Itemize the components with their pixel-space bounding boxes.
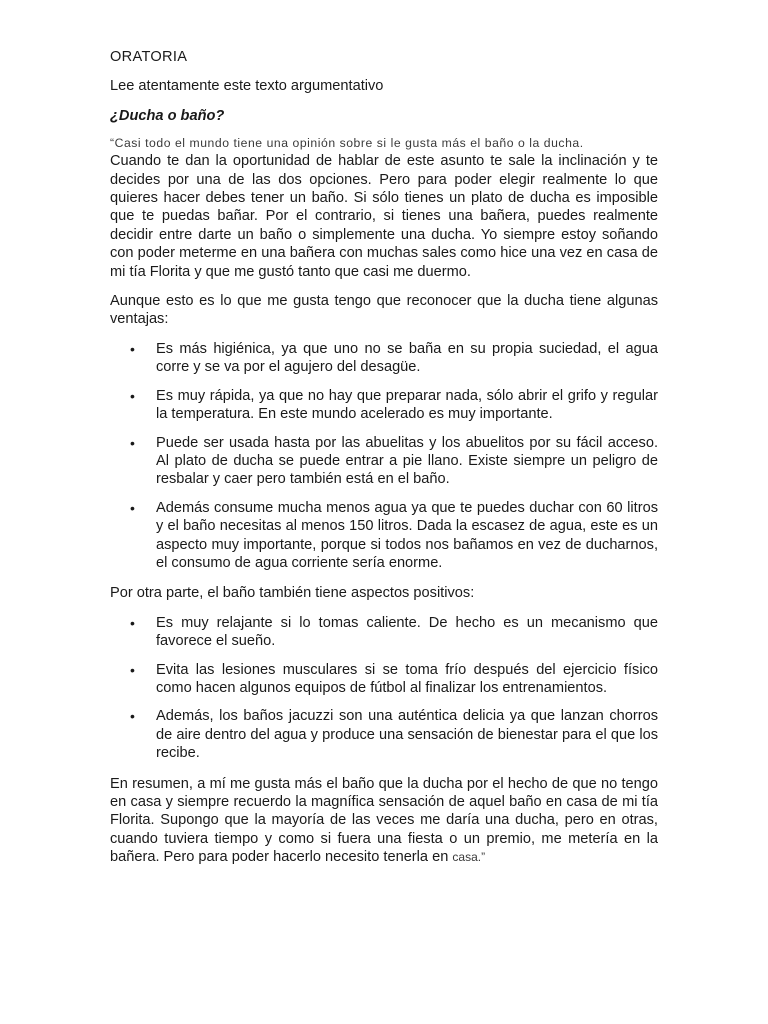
instruction-text: Lee atentamente este texto argumentativo (110, 78, 384, 95)
intro-paragraph (110, 135, 658, 281)
list-item (110, 614, 658, 651)
list-item-text: Evita las lesiones musculares si se toma frío después del ejercicio físico como hacen algunos equipos de fútbol al finalizar los entrenamientos. (156, 661, 658, 696)
conclusion-end: casa.” (452, 850, 486, 865)
list-item-text: Es más higiénica, ya que uno no se baña en su propia suciedad, el agua corre y se va por el agujero del desagüe. (156, 340, 658, 376)
list-item (110, 707, 658, 762)
list-item (110, 661, 658, 698)
bullet-icon: • (130, 708, 135, 725)
bath-intro-paragraph: Por otra parte, el baño también tiene aspectos positivos: (110, 585, 475, 602)
bullet-icon: • (130, 661, 135, 678)
intro-rest: Cuando te dan la oportunidad de hablar de este asunto te sale la inclinación y te decides por una de las dos opciones. Pero para poder elegir realmente lo que quieres hacer debes tener un baño. Si sólo tienes un plato de ducha es imposible que te puedas bañar. Por el contrario, si tienes una bañera, puedes realmente decidir entre darte un baño o simplemente una ducha. Yo siempre estoy soñando con poder meterme en una bañera con muchas sales como hice una vez en casa de mi tía Florita y que me gustó tanto que casi me duermo. (110, 153, 658, 280)
bullet-icon: • (130, 614, 135, 631)
bullet-icon: • (130, 340, 135, 357)
bullet-icon: • (130, 434, 135, 451)
list-item-text: Es muy relajante si lo tomas caliente. De hecho es un mecanismo que favorece el sueño. (156, 614, 658, 650)
list-item-text: Es muy rápida, ya que no hay que preparar nada, sólo abrir el grifo y regular la temperatura. En este mundo acelerado es muy importante. (156, 387, 658, 423)
document-heading: ORATORIA (110, 49, 188, 65)
bath-advantages-list (110, 614, 658, 763)
intro-first-line: “Casi todo el mundo tiene una opinión sobre si le gusta más el baño o la ducha. (110, 136, 584, 151)
bullet-icon: • (130, 387, 135, 404)
shower-intro-paragraph: Aunque esto es lo que me gusta tengo que reconocer que la ducha tiene algunas ventajas: (110, 293, 658, 328)
shower-advantages-list (110, 340, 658, 572)
list-item (110, 499, 658, 573)
conclusion-text: En resumen, a mí me gusta más el baño que la ducha por el hecho de que no tengo en casa y siempre recuerdo la magnífica sensación de aquel baño en casa de mi tía Florita. Supongo que la mayoría de las veces me daría una ducha, pero en otras, cuando tuviera tiempo y como si fuera una fiesta o un premio, me metería en la bañera. Pero para poder hacerlo necesito tenerla en (110, 775, 658, 866)
list-item-text: Puede ser usada hasta por las abuelitas y los abuelitos por su fácil acceso. Al plato de ducha se puede entrar a pie llano. Existe siempre un peligro de resbalar y caer pero también está en el baño. (156, 434, 658, 488)
essay-title: ¿Ducha o baño? (110, 107, 225, 124)
list-item (110, 387, 658, 424)
list-item (110, 340, 658, 377)
list-item-text: Además, los baños jacuzzi son una auténtica delicia ya que lanzan chorros de aire dentro del agua y produce una sensación de bienestar para el que los recibe. (156, 708, 658, 762)
bullet-icon: • (130, 499, 135, 516)
conclusion-paragraph (110, 775, 658, 867)
list-item (110, 434, 658, 489)
list-item-text: Además consume mucha menos agua ya que te puedes duchar con 60 litros y el baño necesitas al menos 150 litros. Dada la escasez de agua, este es un aspecto muy importante, porque si todos nos bañamos en vez de ducharnos, el consumo de agua corriente sería enorme. (156, 499, 658, 571)
document-page (110, 48, 658, 878)
